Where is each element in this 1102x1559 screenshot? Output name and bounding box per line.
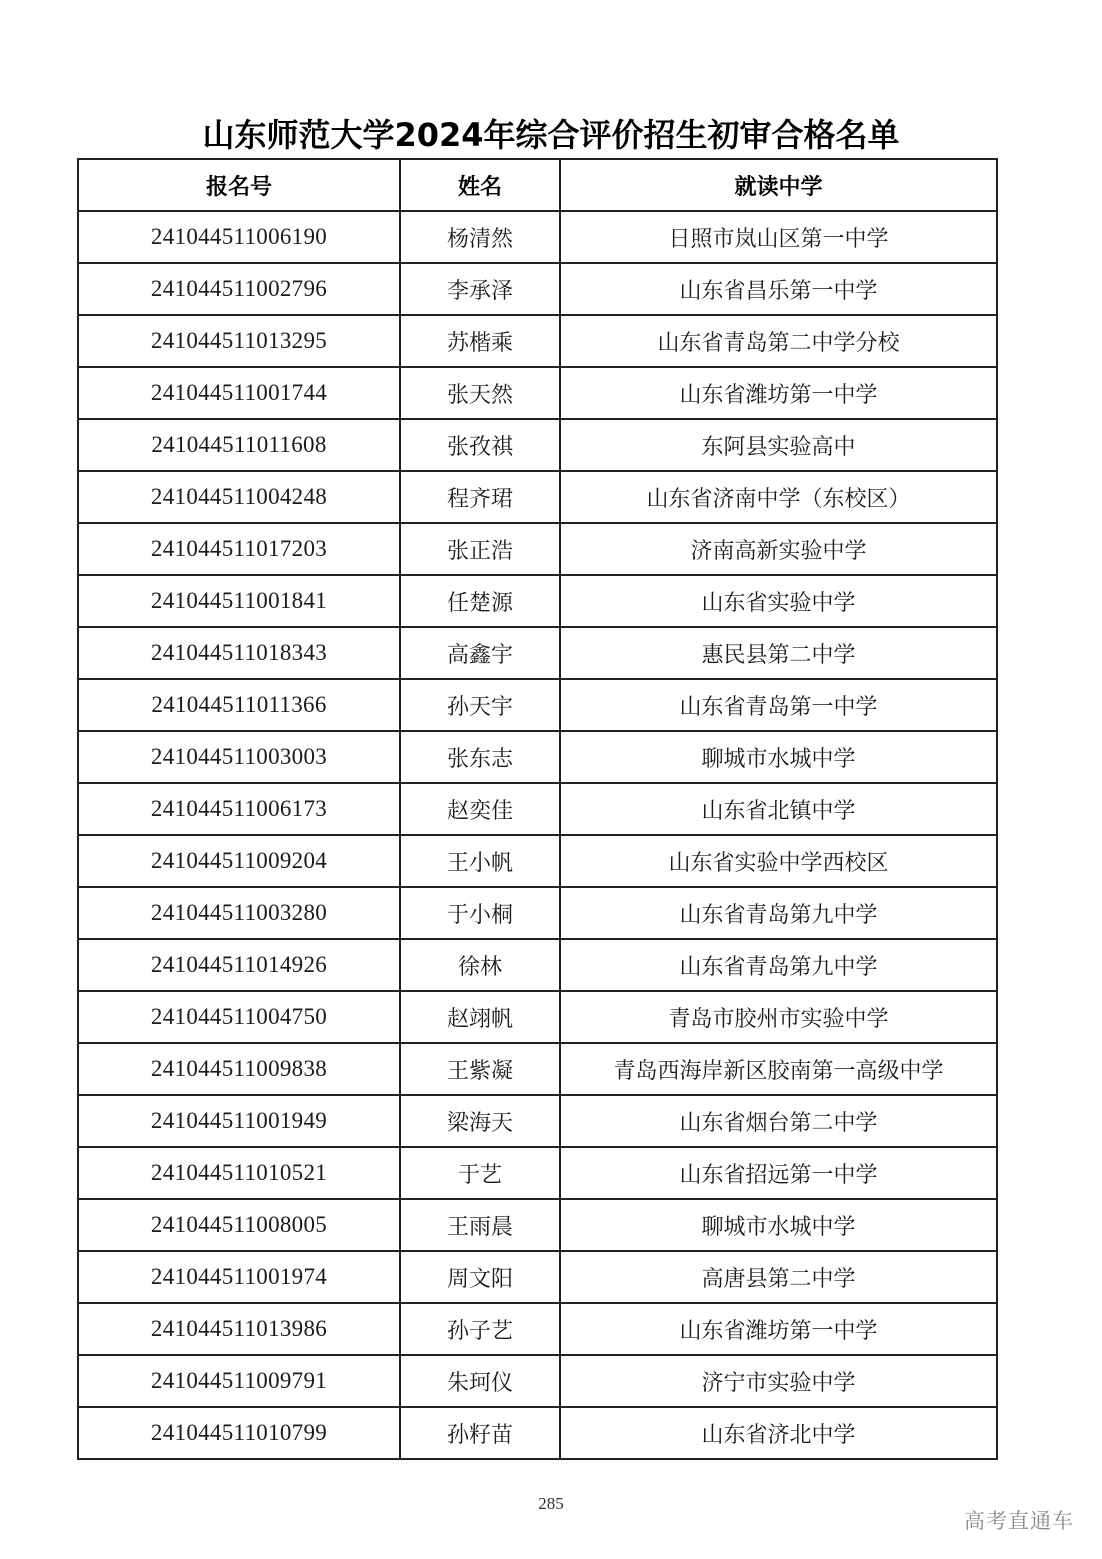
cell-name: 孙子艺 [400, 1303, 560, 1355]
table-row [78, 471, 997, 523]
table-row [78, 1095, 997, 1147]
cell-registration-no: 241044511003003 [78, 731, 400, 783]
cell-name: 张正浩 [400, 523, 560, 575]
cell-registration-no: 241044511009791 [78, 1355, 400, 1407]
cell-school: 高唐县第二中学 [560, 1251, 997, 1303]
cell-school: 惠民县第二中学 [560, 627, 997, 679]
cell-registration-no: 241044511011608 [78, 419, 400, 471]
cell-school: 山东省青岛第二中学分校 [560, 315, 997, 367]
cell-name: 程齐珺 [400, 471, 560, 523]
cell-name: 张天然 [400, 367, 560, 419]
cell-school: 济南高新实验中学 [560, 523, 997, 575]
watermark: 高考直通车 [964, 1509, 1074, 1533]
cell-registration-no: 241044511008005 [78, 1199, 400, 1251]
cell-name: 于艺 [400, 1147, 560, 1199]
cell-name: 王紫凝 [400, 1043, 560, 1095]
table-row [78, 731, 997, 783]
table-row [78, 835, 997, 887]
cell-name: 王雨晨 [400, 1199, 560, 1251]
cell-school: 日照市岚山区第一中学 [560, 211, 997, 263]
cell-school: 济宁市实验中学 [560, 1355, 997, 1407]
cell-registration-no: 241044511006173 [78, 783, 400, 835]
table-row [78, 211, 997, 263]
table-row [78, 575, 997, 627]
table-header-row [78, 159, 997, 211]
page-number: 285 [538, 1494, 564, 1513]
cell-name: 张东志 [400, 731, 560, 783]
cell-registration-no: 241044511009204 [78, 835, 400, 887]
table-row [78, 367, 997, 419]
cell-registration-no: 241044511018343 [78, 627, 400, 679]
cell-registration-no: 241044511001974 [78, 1251, 400, 1303]
cell-school: 山东省青岛第一中学 [560, 679, 997, 731]
cell-name: 于小桐 [400, 887, 560, 939]
cell-school: 山东省潍坊第一中学 [560, 367, 997, 419]
cell-school: 山东省烟台第二中学 [560, 1095, 997, 1147]
cell-name: 孙籽苗 [400, 1407, 560, 1459]
cell-registration-no: 241044511001744 [78, 367, 400, 419]
cell-name: 任楚源 [400, 575, 560, 627]
cell-school: 山东省招远第一中学 [560, 1147, 997, 1199]
cell-school: 山东省青岛第九中学 [560, 887, 997, 939]
cell-school: 山东省潍坊第一中学 [560, 1303, 997, 1355]
table-row [78, 1407, 997, 1459]
cell-name: 杨清然 [400, 211, 560, 263]
table-row [78, 939, 997, 991]
cell-registration-no: 241044511006190 [78, 211, 400, 263]
cell-registration-no: 241044511014926 [78, 939, 400, 991]
cell-school: 山东省实验中学 [560, 575, 997, 627]
cell-name: 周文阳 [400, 1251, 560, 1303]
table-row [78, 783, 997, 835]
cell-school: 青岛西海岸新区胶南第一高级中学 [560, 1043, 997, 1095]
header-registration-no: 报名号 [78, 159, 400, 211]
cell-registration-no: 241044511003280 [78, 887, 400, 939]
cell-name: 徐林 [400, 939, 560, 991]
cell-registration-no: 241044511010521 [78, 1147, 400, 1199]
cell-registration-no: 241044511017203 [78, 523, 400, 575]
cell-registration-no: 241044511004750 [78, 991, 400, 1043]
header-school: 就读中学 [560, 159, 997, 211]
cell-school: 山东省昌乐第一中学 [560, 263, 997, 315]
cell-name: 梁海天 [400, 1095, 560, 1147]
cell-school: 山东省济北中学 [560, 1407, 997, 1459]
table-row [78, 887, 997, 939]
cell-registration-no: 241044511010799 [78, 1407, 400, 1459]
table-row [78, 315, 997, 367]
cell-name: 孙天宇 [400, 679, 560, 731]
cell-registration-no: 241044511001949 [78, 1095, 400, 1147]
applicant-table [77, 158, 998, 1460]
cell-name: 苏楷乘 [400, 315, 560, 367]
table-row [78, 1303, 997, 1355]
cell-name: 王小帆 [400, 835, 560, 887]
table-body [78, 211, 997, 1459]
cell-school: 山东省济南中学（东校区） [560, 471, 997, 523]
cell-registration-no: 241044511002796 [78, 263, 400, 315]
document-title: 山东师范大学2024年综合评价招生初审合格名单 [202, 116, 900, 154]
table-row [78, 679, 997, 731]
cell-name: 赵翊帆 [400, 991, 560, 1043]
table-row [78, 627, 997, 679]
cell-school: 聊城市水城中学 [560, 1199, 997, 1251]
cell-name: 赵奕佳 [400, 783, 560, 835]
table-row [78, 1043, 997, 1095]
table-row [78, 419, 997, 471]
cell-registration-no: 241044511011366 [78, 679, 400, 731]
cell-registration-no: 241044511013295 [78, 315, 400, 367]
table-row [78, 523, 997, 575]
cell-registration-no: 241044511009838 [78, 1043, 400, 1095]
table-row [78, 1355, 997, 1407]
table-row [78, 1251, 997, 1303]
table-row [78, 1147, 997, 1199]
cell-school: 青岛市胶州市实验中学 [560, 991, 997, 1043]
table-row [78, 991, 997, 1043]
table-row [78, 1199, 997, 1251]
cell-registration-no: 241044511013986 [78, 1303, 400, 1355]
cell-registration-no: 241044511001841 [78, 575, 400, 627]
table-row [78, 263, 997, 315]
header-name: 姓名 [400, 159, 560, 211]
cell-school: 山东省青岛第九中学 [560, 939, 997, 991]
cell-school: 山东省北镇中学 [560, 783, 997, 835]
cell-name: 朱珂仪 [400, 1355, 560, 1407]
cell-school: 山东省实验中学西校区 [560, 835, 997, 887]
cell-name: 李承泽 [400, 263, 560, 315]
cell-name: 张孜祺 [400, 419, 560, 471]
cell-school: 聊城市水城中学 [560, 731, 997, 783]
cell-name: 高鑫宇 [400, 627, 560, 679]
cell-registration-no: 241044511004248 [78, 471, 400, 523]
cell-school: 东阿县实验高中 [560, 419, 997, 471]
